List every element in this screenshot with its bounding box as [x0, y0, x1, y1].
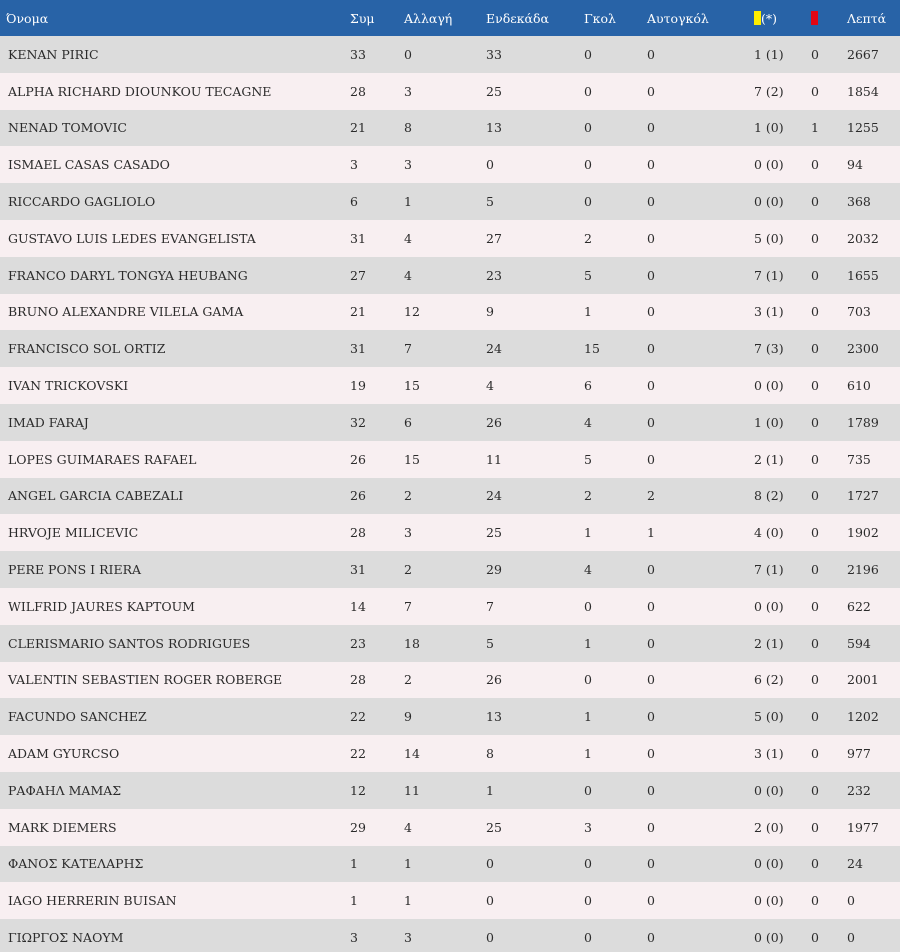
- table-row: [0, 478, 900, 515]
- player-name-cell: VALENTIN SEBASTIEN ROGER ROBERGE: [8, 672, 283, 688]
- substitutions-cell: 2: [404, 488, 412, 504]
- red-cards-cell: 0: [811, 304, 819, 320]
- appearances-cell: 6: [350, 194, 358, 210]
- own-goals-cell: 0: [647, 562, 655, 578]
- table-row: [0, 735, 900, 772]
- yellow-cards-cell: 0 (0): [754, 157, 784, 173]
- goals-cell: 6: [584, 378, 592, 394]
- yellow-cards-cell: 2 (0): [754, 819, 784, 835]
- substitutions-cell: 1: [404, 893, 412, 909]
- red-cards-cell: 0: [811, 672, 819, 688]
- minutes-cell: 594: [847, 635, 871, 651]
- substitutions-cell: 18: [404, 635, 420, 651]
- goals-cell: 1: [584, 304, 592, 320]
- player-name-cell: KENAN PIRIC: [8, 46, 99, 62]
- yellow-cards-cell: 5 (0): [754, 230, 784, 246]
- starts-cell: 24: [486, 488, 502, 504]
- starts-cell: 33: [486, 46, 502, 62]
- starts-cell: 29: [486, 562, 502, 578]
- substitutions-cell: 14: [404, 746, 420, 762]
- minutes-cell: 1902: [847, 525, 879, 541]
- goals-cell: 3: [584, 819, 592, 835]
- header-red-cards[interactable]: [803, 0, 839, 36]
- table-header: [0, 0, 900, 36]
- starts-cell: 0: [486, 930, 494, 946]
- goals-cell: 5: [584, 267, 592, 283]
- player-name-cell: MARK DIEMERS: [8, 819, 117, 835]
- goals-cell: 0: [584, 930, 592, 946]
- table-row: [0, 846, 900, 883]
- goals-cell: 15: [584, 341, 600, 357]
- table-row: [0, 294, 900, 331]
- appearances-cell: 14: [350, 598, 366, 614]
- minutes-cell: 2032: [847, 230, 879, 246]
- starts-cell: 26: [486, 414, 502, 430]
- minutes-cell: 1655: [847, 267, 879, 283]
- yellow-cards-cell: 0 (0): [754, 598, 784, 614]
- appearances-cell: 31: [350, 230, 366, 246]
- own-goals-cell: 0: [647, 893, 655, 909]
- minutes-cell: 24: [847, 856, 863, 872]
- yellow-cards-cell: 1 (1): [754, 46, 784, 62]
- own-goals-cell: 0: [647, 635, 655, 651]
- goals-cell: 1: [584, 709, 592, 725]
- appearances-cell: 3: [350, 157, 358, 173]
- minutes-cell: 1789: [847, 414, 879, 430]
- player-name-cell: HRVOJE MILICEVIC: [8, 525, 139, 541]
- red-cards-cell: 0: [811, 930, 819, 946]
- minutes-cell: 2667: [847, 46, 879, 62]
- table-row: [0, 772, 900, 809]
- player-name-cell: ΓΙΩΡΓΟΣ ΝΑΟΥΜ: [8, 930, 124, 946]
- minutes-cell: 735: [847, 451, 871, 467]
- player-name-cell: IAGO HERRERIN BUISAN: [8, 893, 177, 909]
- player-name-cell: ADAM GYURCSO: [8, 746, 120, 762]
- table-row: [0, 183, 900, 220]
- starts-cell: 7: [486, 598, 494, 614]
- red-cards-cell: 0: [811, 562, 819, 578]
- appearances-cell: 28: [350, 83, 366, 99]
- player-name-cell: GUSTAVO LUIS LEDES EVANGELISTA: [8, 230, 256, 246]
- player-name-cell: IVAN TRICKOVSKI: [8, 378, 129, 394]
- substitutions-cell: 3: [404, 930, 412, 946]
- minutes-cell: 0: [847, 930, 855, 946]
- yellow-card-icon: [754, 11, 761, 25]
- minutes-cell: 1854: [847, 83, 879, 99]
- yellow-cards-cell: 6 (2): [754, 672, 784, 688]
- substitutions-cell: 7: [404, 341, 412, 357]
- red-cards-cell: 0: [811, 635, 819, 651]
- table-body: [0, 36, 900, 952]
- player-name-cell: FRANCISCO SOL ORTIZ: [8, 341, 166, 357]
- red-cards-cell: 0: [811, 267, 819, 283]
- player-name-cell: PERE PONS I RIERA: [8, 562, 142, 578]
- goals-cell: 5: [584, 451, 592, 467]
- table-row: [0, 146, 900, 183]
- goals-cell: 4: [584, 414, 592, 430]
- own-goals-cell: 0: [647, 672, 655, 688]
- red-cards-cell: 0: [811, 414, 819, 430]
- substitutions-cell: 6: [404, 414, 412, 430]
- goals-cell: 0: [584, 46, 592, 62]
- table-row: [0, 73, 900, 110]
- goals-cell: 0: [584, 194, 592, 210]
- minutes-cell: 1727: [847, 488, 879, 504]
- substitutions-cell: 2: [404, 562, 412, 578]
- goals-cell: 0: [584, 672, 592, 688]
- appearances-cell: 31: [350, 562, 366, 578]
- player-name-cell: FACUNDO SANCHEZ: [8, 709, 147, 725]
- own-goals-cell: 0: [647, 120, 655, 136]
- red-cards-cell: 0: [811, 819, 819, 835]
- header-yellow-cards[interactable]: [746, 0, 803, 36]
- yellow-cards-cell: 7 (2): [754, 83, 784, 99]
- appearances-cell: 12: [350, 782, 366, 798]
- header-subs[interactable]: Αλλαγή: [404, 10, 453, 26]
- substitutions-cell: 4: [404, 267, 412, 283]
- starts-cell: 9: [486, 304, 494, 320]
- minutes-cell: 610: [847, 378, 871, 394]
- player-name-cell: ALPHA RICHARD DIOUNKOU TECAGNE: [8, 83, 272, 99]
- yellow-cards-cell: 0 (0): [754, 893, 784, 909]
- minutes-cell: 1977: [847, 819, 879, 835]
- red-cards-cell: 0: [811, 709, 819, 725]
- starts-cell: 0: [486, 157, 494, 173]
- starts-cell: 23: [486, 267, 502, 283]
- yellow-cards-cell: 7 (3): [754, 341, 784, 357]
- appearances-cell: 29: [350, 819, 366, 835]
- goals-cell: 0: [584, 598, 592, 614]
- header-own-goals[interactable]: Αυτογκόλ: [647, 10, 709, 26]
- player-name-cell: ISMAEL CASAS CASADO: [8, 157, 170, 173]
- table-row: [0, 330, 900, 367]
- red-cards-cell: 0: [811, 598, 819, 614]
- yellow-cards-cell: 3 (1): [754, 304, 784, 320]
- header-row: [0, 0, 900, 36]
- table-row: [0, 110, 900, 147]
- player-name-cell: NENAD TOMOVIC: [8, 120, 127, 136]
- yellow-cards-cell: 3 (1): [754, 746, 784, 762]
- yellow-cards-cell: 4 (0): [754, 525, 784, 541]
- player-name-cell: LOPES GUIMARAES RAFAEL: [8, 451, 197, 467]
- table-row: [0, 882, 900, 919]
- minutes-cell: 622: [847, 598, 871, 614]
- own-goals-cell: 1: [647, 525, 655, 541]
- appearances-cell: 32: [350, 414, 366, 430]
- substitutions-cell: 8: [404, 120, 412, 136]
- table-row: [0, 220, 900, 257]
- player-name-cell: FRANCO DARYL TONGYA HEUBANG: [8, 267, 248, 283]
- own-goals-cell: 0: [647, 194, 655, 210]
- own-goals-cell: 0: [647, 341, 655, 357]
- starts-cell: 0: [486, 893, 494, 909]
- goals-cell: 1: [584, 635, 592, 651]
- starts-cell: 13: [486, 120, 502, 136]
- player-name-cell: ΦΑΝΟΣ ΚΑΤΕΛΑΡΗΣ: [8, 856, 144, 872]
- red-cards-cell: 0: [811, 157, 819, 173]
- appearances-cell: 22: [350, 746, 366, 762]
- yellow-cards-cell: 0 (0): [754, 930, 784, 946]
- appearances-cell: 27: [350, 267, 366, 283]
- own-goals-cell: 0: [647, 598, 655, 614]
- red-cards-cell: 0: [811, 378, 819, 394]
- goals-cell: 4: [584, 562, 592, 578]
- appearances-cell: 31: [350, 341, 366, 357]
- table-row: [0, 551, 900, 588]
- minutes-cell: 2300: [847, 341, 879, 357]
- yellow-cards-cell: 0 (0): [754, 856, 784, 872]
- substitutions-cell: 2: [404, 672, 412, 688]
- goals-cell: 0: [584, 782, 592, 798]
- yellow-cards-cell: 5 (0): [754, 709, 784, 725]
- starts-cell: 27: [486, 230, 502, 246]
- red-cards-cell: 0: [811, 46, 819, 62]
- appearances-cell: 1: [350, 893, 358, 909]
- goals-cell: 2: [584, 488, 592, 504]
- table-row: [0, 625, 900, 662]
- red-cards-cell: 0: [811, 893, 819, 909]
- table-row: [0, 257, 900, 294]
- goals-cell: 0: [584, 83, 592, 99]
- own-goals-cell: 0: [647, 414, 655, 430]
- appearances-cell: 22: [350, 709, 366, 725]
- red-cards-cell: 1: [811, 120, 819, 136]
- header-apps[interactable]: Συμ: [350, 10, 375, 26]
- own-goals-cell: 0: [647, 930, 655, 946]
- red-cards-cell: 0: [811, 83, 819, 99]
- player-name-cell: IMAD FARAJ: [8, 414, 89, 430]
- appearances-cell: 21: [350, 304, 366, 320]
- substitutions-cell: 15: [404, 451, 420, 467]
- own-goals-cell: 0: [647, 819, 655, 835]
- yellow-cards-cell: 7 (1): [754, 267, 784, 283]
- own-goals-cell: 0: [647, 709, 655, 725]
- minutes-cell: 368: [847, 194, 871, 210]
- goals-cell: 1: [584, 746, 592, 762]
- starts-cell: 11: [486, 451, 502, 467]
- player-name-cell: CLERISMARIO SANTOS RODRIGUES: [8, 635, 251, 651]
- starts-cell: 4: [486, 378, 494, 394]
- starts-cell: 13: [486, 709, 502, 725]
- minutes-cell: 94: [847, 157, 863, 173]
- starts-cell: 25: [486, 819, 502, 835]
- goals-cell: 0: [584, 157, 592, 173]
- goals-cell: 2: [584, 230, 592, 246]
- header-yellow-suffix: (*): [761, 10, 778, 26]
- own-goals-cell: 0: [647, 451, 655, 467]
- own-goals-cell: 0: [647, 746, 655, 762]
- minutes-cell: 2196: [847, 562, 879, 578]
- player-name-cell: ANGEL GARCIA CABEZALI: [8, 488, 184, 504]
- table-row: [0, 662, 900, 699]
- red-cards-cell: 0: [811, 525, 819, 541]
- table-row: [0, 404, 900, 441]
- minutes-cell: 1255: [847, 120, 879, 136]
- red-cards-cell: 0: [811, 856, 819, 872]
- starts-cell: 25: [486, 83, 502, 99]
- table-row: [0, 588, 900, 625]
- own-goals-cell: 0: [647, 856, 655, 872]
- own-goals-cell: 0: [647, 83, 655, 99]
- appearances-cell: 21: [350, 120, 366, 136]
- header-starts[interactable]: Ενδεκάδα: [486, 10, 549, 26]
- appearances-cell: 26: [350, 451, 366, 467]
- own-goals-cell: 0: [647, 157, 655, 173]
- minutes-cell: 232: [847, 782, 871, 798]
- own-goals-cell: 2: [647, 488, 655, 504]
- goals-cell: 0: [584, 120, 592, 136]
- substitutions-cell: 0: [404, 46, 412, 62]
- minutes-cell: 977: [847, 746, 871, 762]
- appearances-cell: 19: [350, 378, 366, 394]
- yellow-cards-cell: 8 (2): [754, 488, 784, 504]
- starts-cell: 25: [486, 525, 502, 541]
- header-name[interactable]: Όνομα: [6, 10, 49, 26]
- substitutions-cell: 3: [404, 525, 412, 541]
- appearances-cell: 28: [350, 525, 366, 541]
- player-name-cell: RICCARDO GAGLIOLO: [8, 194, 156, 210]
- goals-cell: 0: [584, 893, 592, 909]
- player-name-cell: BRUNO ALEXANDRE VILELA GAMA: [8, 304, 244, 320]
- appearances-cell: 28: [350, 672, 366, 688]
- own-goals-cell: 0: [647, 782, 655, 798]
- table-row: [0, 36, 900, 73]
- player-name-cell: WILFRID JAURES KAPTOUM: [8, 598, 195, 614]
- red-cards-cell: 0: [811, 194, 819, 210]
- appearances-cell: 33: [350, 46, 366, 62]
- yellow-cards-cell: 0 (0): [754, 378, 784, 394]
- substitutions-cell: 7: [404, 598, 412, 614]
- starts-cell: 0: [486, 856, 494, 872]
- yellow-cards-cell: 0 (0): [754, 782, 784, 798]
- substitutions-cell: 12: [404, 304, 420, 320]
- table-row: [0, 514, 900, 551]
- table-row: [0, 698, 900, 735]
- yellow-cards-cell: 0 (0): [754, 194, 784, 210]
- starts-cell: 8: [486, 746, 494, 762]
- player-name-cell: ΡΑΦΑΗΛ ΜΑΜΑΣ: [8, 782, 122, 798]
- minutes-cell: 703: [847, 304, 871, 320]
- own-goals-cell: 0: [647, 230, 655, 246]
- yellow-cards-cell: 2 (1): [754, 451, 784, 467]
- minutes-cell: 2001: [847, 672, 879, 688]
- red-card-icon: [811, 11, 818, 25]
- starts-cell: 5: [486, 635, 494, 651]
- substitutions-cell: 4: [404, 819, 412, 835]
- substitutions-cell: 9: [404, 709, 412, 725]
- substitutions-cell: 3: [404, 83, 412, 99]
- starts-cell: 24: [486, 341, 502, 357]
- yellow-cards-cell: 1 (0): [754, 120, 784, 136]
- own-goals-cell: 0: [647, 304, 655, 320]
- own-goals-cell: 0: [647, 267, 655, 283]
- starts-cell: 5: [486, 194, 494, 210]
- goals-cell: 0: [584, 856, 592, 872]
- red-cards-cell: 0: [811, 230, 819, 246]
- minutes-cell: 0: [847, 893, 855, 909]
- starts-cell: 1: [486, 782, 494, 798]
- substitutions-cell: 3: [404, 157, 412, 173]
- appearances-cell: 23: [350, 635, 366, 651]
- red-cards-cell: 0: [811, 488, 819, 504]
- substitutions-cell: 4: [404, 230, 412, 246]
- yellow-cards-cell: 1 (0): [754, 414, 784, 430]
- substitutions-cell: 1: [404, 194, 412, 210]
- yellow-cards-cell: 7 (1): [754, 562, 784, 578]
- substitutions-cell: 11: [404, 782, 420, 798]
- table-row: [0, 809, 900, 846]
- substitutions-cell: 15: [404, 378, 420, 394]
- appearances-cell: 3: [350, 930, 358, 946]
- goals-cell: 1: [584, 525, 592, 541]
- table-row: [0, 441, 900, 478]
- minutes-cell: 1202: [847, 709, 879, 725]
- red-cards-cell: 0: [811, 341, 819, 357]
- appearances-cell: 26: [350, 488, 366, 504]
- own-goals-cell: 0: [647, 378, 655, 394]
- table-row: [0, 367, 900, 404]
- header-goals[interactable]: Γκολ: [584, 10, 616, 26]
- substitutions-cell: 1: [404, 856, 412, 872]
- header-minutes[interactable]: Λεπτά: [847, 10, 887, 26]
- table-row: [0, 919, 900, 952]
- starts-cell: 26: [486, 672, 502, 688]
- red-cards-cell: 0: [811, 451, 819, 467]
- own-goals-cell: 0: [647, 46, 655, 62]
- red-cards-cell: 0: [811, 746, 819, 762]
- red-cards-cell: 0: [811, 782, 819, 798]
- yellow-cards-cell: 2 (1): [754, 635, 784, 651]
- appearances-cell: 1: [350, 856, 358, 872]
